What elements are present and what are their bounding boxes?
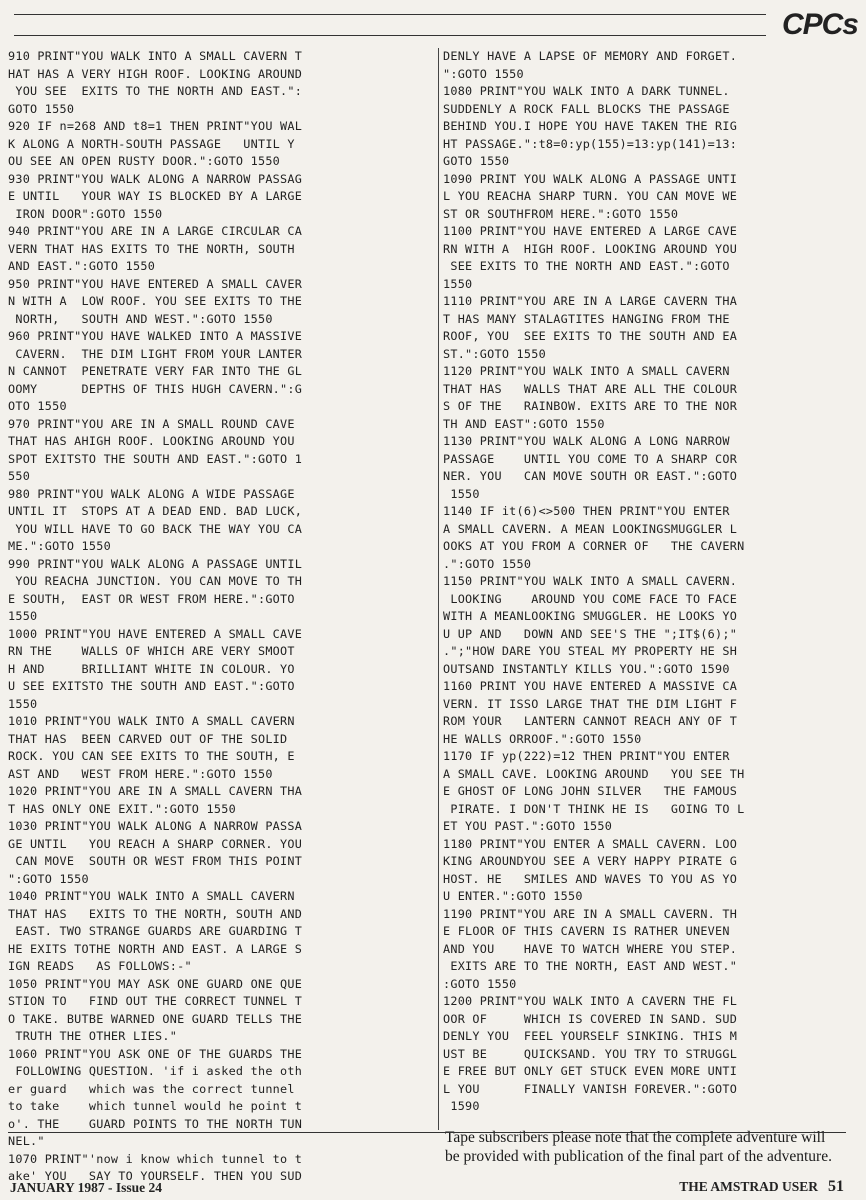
left-code-line: ME.":GOTO 1550 xyxy=(8,539,111,553)
right-code-line: BEHIND YOU.I HOPE YOU HAVE TAKEN THE RIG xyxy=(443,119,738,133)
right-code-line: LOOKING AROUND YOU COME FACE TO FACE xyxy=(443,591,738,606)
right-code-line: 1150 PRINT"YOU WALK INTO A SMALL CAVERN. xyxy=(443,574,738,588)
left-code-line: to take which tunnel would he point t xyxy=(8,1099,303,1113)
right-code-line: ET YOU PAST.":GOTO 1550 xyxy=(443,819,613,833)
left-code-line: O TAKE. BUTBE WARNED ONE GUARD TELLS THE xyxy=(8,1011,303,1026)
right-code-line: PIRATE. I DON'T THINK HE IS GOING TO L xyxy=(443,801,745,816)
right-code-line: NER. YOU CAN MOVE SOUTH OR EAST.":GOTO xyxy=(443,469,738,483)
right-code-line: L YOU REACHA SHARP TURN. YOU CAN MOVE WE xyxy=(443,189,738,203)
left-code-line: 1040 PRINT"YOU WALK INTO A SMALL CAVERN xyxy=(8,889,295,903)
left-code-line: YOU WILL HAVE TO GO BACK THE WAY YOU CA xyxy=(8,521,303,536)
right-code-line: SEE EXITS TO THE NORTH AND EAST.":GOTO xyxy=(443,259,730,273)
left-code-line: 930 PRINT"YOU WALK ALONG A NARROW PASSAG xyxy=(8,171,303,186)
left-code-line: HAT HAS A VERY HIGH ROOF. LOOKING AROUND xyxy=(8,66,303,81)
left-column xyxy=(8,48,424,1183)
left-code-line: E SOUTH, EAST OR WEST FROM HERE.":GOTO xyxy=(8,591,295,606)
right-code-line: A SMALL CAVE. LOOKING AROUND YOU SEE TH xyxy=(443,766,745,781)
right-code-line: ":GOTO 1550 xyxy=(443,66,524,81)
left-code-line: VERN THAT HAS EXITS TO THE NORTH, SOUTH xyxy=(8,241,295,256)
footer-right xyxy=(679,1178,844,1196)
left-code-listing xyxy=(8,48,424,1186)
left-code-line: EAST. TWO STRANGE GUARDS ARE GUARDING T xyxy=(8,924,303,938)
left-code-line: 950 PRINT"YOU HAVE ENTERED A SMALL CAVER xyxy=(8,276,303,291)
left-code-line: ":GOTO 1550 xyxy=(8,871,89,886)
right-code-line: ROM YOUR LANTERN CANNOT REACH ANY OF T xyxy=(443,714,738,728)
left-code-line: FOLLOWING QUESTION. 'if i asked the oth xyxy=(8,1064,303,1078)
right-code-line: 1170 IF yp(222)=12 THEN PRINT"YOU ENTER xyxy=(443,749,730,763)
right-code-line: HT PASSAGE.":t8=0:yp(155)=13:yp(141)=13: xyxy=(443,136,738,151)
right-code-line: UST BE QUICKSAND. YOU TRY TO STRUGGL xyxy=(443,1046,738,1061)
right-code-line: 1200 PRINT"YOU WALK INTO A CAVERN THE FL xyxy=(443,994,738,1008)
right-code-line: 1190 PRINT"YOU ARE IN A SMALL CAVERN. TH xyxy=(443,906,738,921)
left-code-line: ROCK. YOU CAN SEE EXITS TO THE SOUTH, E xyxy=(8,749,295,763)
left-code-line: ake' YOU SAY TO YOURSELF. THEN YOU SUD xyxy=(8,1169,303,1183)
right-code-line: 1100 PRINT"YOU HAVE ENTERED A LARGE CAVE xyxy=(443,224,738,238)
footer-issue: JANUARY 1987 - Issue 24 xyxy=(10,1180,163,1195)
left-code-line: 1030 PRINT"YOU WALK ALONG A NARROW PASSA xyxy=(8,819,303,833)
left-code-line: OOMY DEPTHS OF THIS HUGH CAVERN.":G xyxy=(8,381,303,396)
right-code-line: 1140 IF it(6)<>500 THEN PRINT"YOU ENTER xyxy=(443,504,730,518)
right-code-line: RN WITH A HIGH ROOF. LOOKING AROUND YOU xyxy=(443,241,738,256)
right-code-line: HOST. HE SMILES AND WAVES TO YOU AS YO xyxy=(443,871,738,886)
left-code-line: CAVERN. THE DIM LIGHT FROM YOUR LANTER xyxy=(8,346,303,361)
right-code-line: SUDDENLY A ROCK FALL BLOCKS THE PASSAGE xyxy=(443,101,730,116)
right-code-line: 1080 PRINT"YOU WALK INTO A DARK TUNNEL. xyxy=(443,84,730,98)
right-code-line: :GOTO 1550 xyxy=(443,976,517,991)
right-code-line: 1180 PRINT"YOU ENTER A SMALL CAVERN. LOO xyxy=(443,836,738,851)
left-code-line: UNTIL IT STOPS AT A DEAD END. BAD LUCK, xyxy=(8,504,303,518)
right-code-line: ST OR SOUTHFROM HERE.":GOTO 1550 xyxy=(443,206,679,221)
right-code-line: AND YOU HAVE TO WATCH WHERE YOU STEP. xyxy=(443,941,738,956)
right-code-line: T HAS MANY STALAGTITES HANGING FROM THE xyxy=(443,311,730,326)
right-code-line: 1110 PRINT"YOU ARE IN A LARGE CAVERN THA xyxy=(443,294,738,308)
right-code-line: 1590 xyxy=(443,1099,480,1113)
left-code-line: IGN READS AS FOLLOWS:-" xyxy=(8,959,192,973)
left-code-line: TRUTH THE OTHER LIES." xyxy=(8,1029,178,1043)
right-code-line: 1550 xyxy=(443,276,473,291)
left-code-line: 1550 xyxy=(8,609,38,623)
left-code-line: NEL." xyxy=(8,1134,45,1148)
left-code-line: 1060 PRINT"YOU ASK ONE OF THE GUARDS THE xyxy=(8,1046,303,1061)
left-code-line: 1010 PRINT"YOU WALK INTO A SMALL CAVERN xyxy=(8,714,295,728)
right-code-line: L YOU FINALLY VANISH FOREVER.":GOTO xyxy=(443,1081,738,1096)
left-code-line: THAT HAS EXITS TO THE NORTH, SOUTH AND xyxy=(8,906,303,921)
right-code-line: WITH A MEANLOOKING SMUGGLER. HE LOOKS YO xyxy=(443,609,738,623)
footer-rule xyxy=(8,1132,846,1133)
right-code-line: DENLY HAVE A LAPSE OF MEMORY AND FORGET. xyxy=(443,49,738,63)
footer-magazine: THE AMSTRAD USER xyxy=(679,1179,818,1194)
right-code-line: .":GOTO 1550 xyxy=(443,556,532,571)
left-code-line: HE EXITS TOTHE NORTH AND EAST. A LARGE S xyxy=(8,941,303,956)
right-code-line: OOKS AT YOU FROM A CORNER OF THE CAVERN xyxy=(443,539,745,553)
right-code-line: E FREE BUT ONLY GET STUCK EVEN MORE UNTI xyxy=(443,1064,738,1078)
right-code-line: VERN. IT ISSO LARGE THAT THE DIM LIGHT F xyxy=(443,696,738,711)
left-code-line: OTO 1550 xyxy=(8,399,67,413)
right-code-line: PASSAGE UNTIL YOU COME TO A SHARP COR xyxy=(443,451,738,466)
left-code-line: YOU SEE EXITS TO THE NORTH AND EAST.": xyxy=(8,84,303,98)
left-code-line: H AND BRILLIANT WHITE IN COLOUR. YO xyxy=(8,661,295,676)
left-code-line: AST AND WEST FROM HERE.":GOTO 1550 xyxy=(8,766,273,781)
left-code-line: er guard which was the correct tunnel xyxy=(8,1081,295,1096)
left-code-line: CAN MOVE SOUTH OR WEST FROM THIS POINT xyxy=(8,854,303,868)
left-code-line: 1070 PRINT"'now i know which tunnel to t xyxy=(8,1151,303,1166)
right-column xyxy=(438,48,838,1165)
left-code-line: 960 PRINT"YOU HAVE WALKED INTO A MASSIVE xyxy=(8,329,303,343)
left-code-line: SPOT EXITSTO THE SOUTH AND EAST.":GOTO 1 xyxy=(8,451,303,466)
right-code-line: ROOF, YOU SEE EXITS TO THE SOUTH AND EA xyxy=(443,329,738,343)
right-code-line: OUTSAND INSTANTLY KILLS YOU.":GOTO 1590 xyxy=(443,661,730,676)
left-code-line: GOTO 1550 xyxy=(8,101,75,116)
page-number: 51 xyxy=(828,1178,844,1195)
right-code-line: TH AND EAST":GOTO 1550 xyxy=(443,416,605,431)
left-code-line: U SEE EXITSTO THE SOUTH AND EAST.":GOTO xyxy=(8,679,295,693)
left-code-line: YOU REACHA JUNCTION. YOU CAN MOVE TO TH xyxy=(8,574,303,588)
right-code-line: U ENTER.":GOTO 1550 xyxy=(443,889,583,903)
left-code-line: 990 PRINT"YOU WALK ALONG A PASSAGE UNTIL xyxy=(8,556,303,571)
right-code-line: DENLY YOU FEEL YOURSELF SINKING. THIS M xyxy=(443,1029,738,1043)
right-code-line: U UP AND DOWN AND SEE'S THE ";IT$(6);" xyxy=(443,626,738,641)
left-code-line: 550 xyxy=(8,469,31,483)
left-code-line: K ALONG A NORTH-SOUTH PASSAGE UNTIL Y xyxy=(8,136,295,151)
right-code-line: HE WALLS ORROOF.":GOTO 1550 xyxy=(443,731,642,746)
left-code-line: o'. THE GUARD POINTS TO THE NORTH TUN xyxy=(8,1116,303,1131)
left-code-line: 970 PRINT"YOU ARE IN A SMALL ROUND CAVE xyxy=(8,416,295,431)
header-rule xyxy=(14,14,766,36)
left-code-line: T HAS ONLY ONE EXIT.":GOTO 1550 xyxy=(8,801,236,816)
right-code-line: ST.":GOTO 1550 xyxy=(443,346,546,361)
right-code-line: THAT HAS WALLS THAT ARE ALL THE COLOUR xyxy=(443,381,738,396)
left-code-line: 1050 PRINT"YOU MAY ASK ONE GUARD ONE QUE xyxy=(8,976,303,991)
left-code-line: 940 PRINT"YOU ARE IN A LARGE CIRCULAR CA xyxy=(8,224,303,238)
left-code-line: THAT HAS BEEN CARVED OUT OF THE SOLID xyxy=(8,731,288,746)
right-code-line: EXITS ARE TO THE NORTH, EAST AND WEST." xyxy=(443,959,738,973)
right-code-line: A SMALL CAVERN. A MEAN LOOKINGSMUGGLER L xyxy=(443,521,738,536)
right-code-line: GOTO 1550 xyxy=(443,154,510,168)
left-code-line: RN THE WALLS OF WHICH ARE VERY SMOOT xyxy=(8,644,295,658)
left-code-line: IRON DOOR":GOTO 1550 xyxy=(8,206,163,221)
right-code-line: 1120 PRINT"YOU WALK INTO A SMALL CAVERN xyxy=(443,364,730,378)
left-code-line: E UNTIL YOUR WAY IS BLOCKED BY A LARGE xyxy=(8,189,303,203)
right-code-line: 1160 PRINT YOU HAVE ENTERED A MASSIVE CA xyxy=(443,679,738,693)
left-code-line: N WITH A LOW ROOF. YOU SEE EXITS TO THE xyxy=(8,294,303,308)
left-code-line: 1550 xyxy=(8,696,38,711)
left-code-line: THAT HAS AHIGH ROOF. LOOKING AROUND YOU xyxy=(8,434,295,448)
left-code-line: STION TO FIND OUT THE CORRECT TUNNEL T xyxy=(8,994,303,1008)
right-code-line: 1090 PRINT YOU WALK ALONG A PASSAGE UNTI xyxy=(443,171,738,186)
left-code-line: 910 PRINT"YOU WALK INTO A SMALL CAVERN T xyxy=(8,49,303,63)
left-code-line: 1000 PRINT"YOU HAVE ENTERED A SMALL CAVE xyxy=(8,626,303,641)
left-code-line: N CANNOT PENETRATE VERY FAR INTO THE GL xyxy=(8,364,303,378)
left-code-line: 1020 PRINT"YOU ARE IN A SMALL CAVERN THA xyxy=(8,784,303,798)
right-code-line: E GHOST OF LONG JOHN SILVER THE FAMOUS xyxy=(443,784,738,798)
left-code-line: OU SEE AN OPEN RUSTY DOOR.":GOTO 1550 xyxy=(8,154,281,168)
left-code-line: 980 PRINT"YOU WALK ALONG A WIDE PASSAGE xyxy=(8,486,295,501)
subscriber-note: Tape subscribers please note that the complete adventure will be provided with publication of the final part of the adventure. xyxy=(445,1128,832,1165)
right-code-line: 1550 xyxy=(443,486,480,501)
section-tag: CPCs xyxy=(781,8,858,41)
right-code-line: .";"HOW DARE YOU STEAL MY PROPERTY HE SH xyxy=(443,644,738,658)
right-code-line: OOR OF WHICH IS COVERED IN SAND. SUD xyxy=(443,1011,738,1026)
right-code-line: E FLOOR OF THIS CAVERN IS RATHER UNEVEN xyxy=(443,924,730,938)
left-code-line: NORTH, SOUTH AND WEST.":GOTO 1550 xyxy=(8,311,273,326)
left-code-line: AND EAST.":GOTO 1550 xyxy=(8,259,156,273)
right-code-line: KING AROUNDYOU SEE A VERY HAPPY PIRATE G xyxy=(443,854,738,868)
right-code-line: 1130 PRINT"YOU WALK ALONG A LONG NARROW xyxy=(443,434,730,448)
right-code-listing xyxy=(443,48,838,1116)
left-code-line: 920 IF n=268 AND t8=1 THEN PRINT"YOU WAL xyxy=(8,119,303,133)
right-code-line: S OF THE RAINBOW. EXITS ARE TO THE NOR xyxy=(443,399,738,413)
left-code-line: GE UNTIL YOU REACH A SHARP CORNER. YOU xyxy=(8,836,303,851)
